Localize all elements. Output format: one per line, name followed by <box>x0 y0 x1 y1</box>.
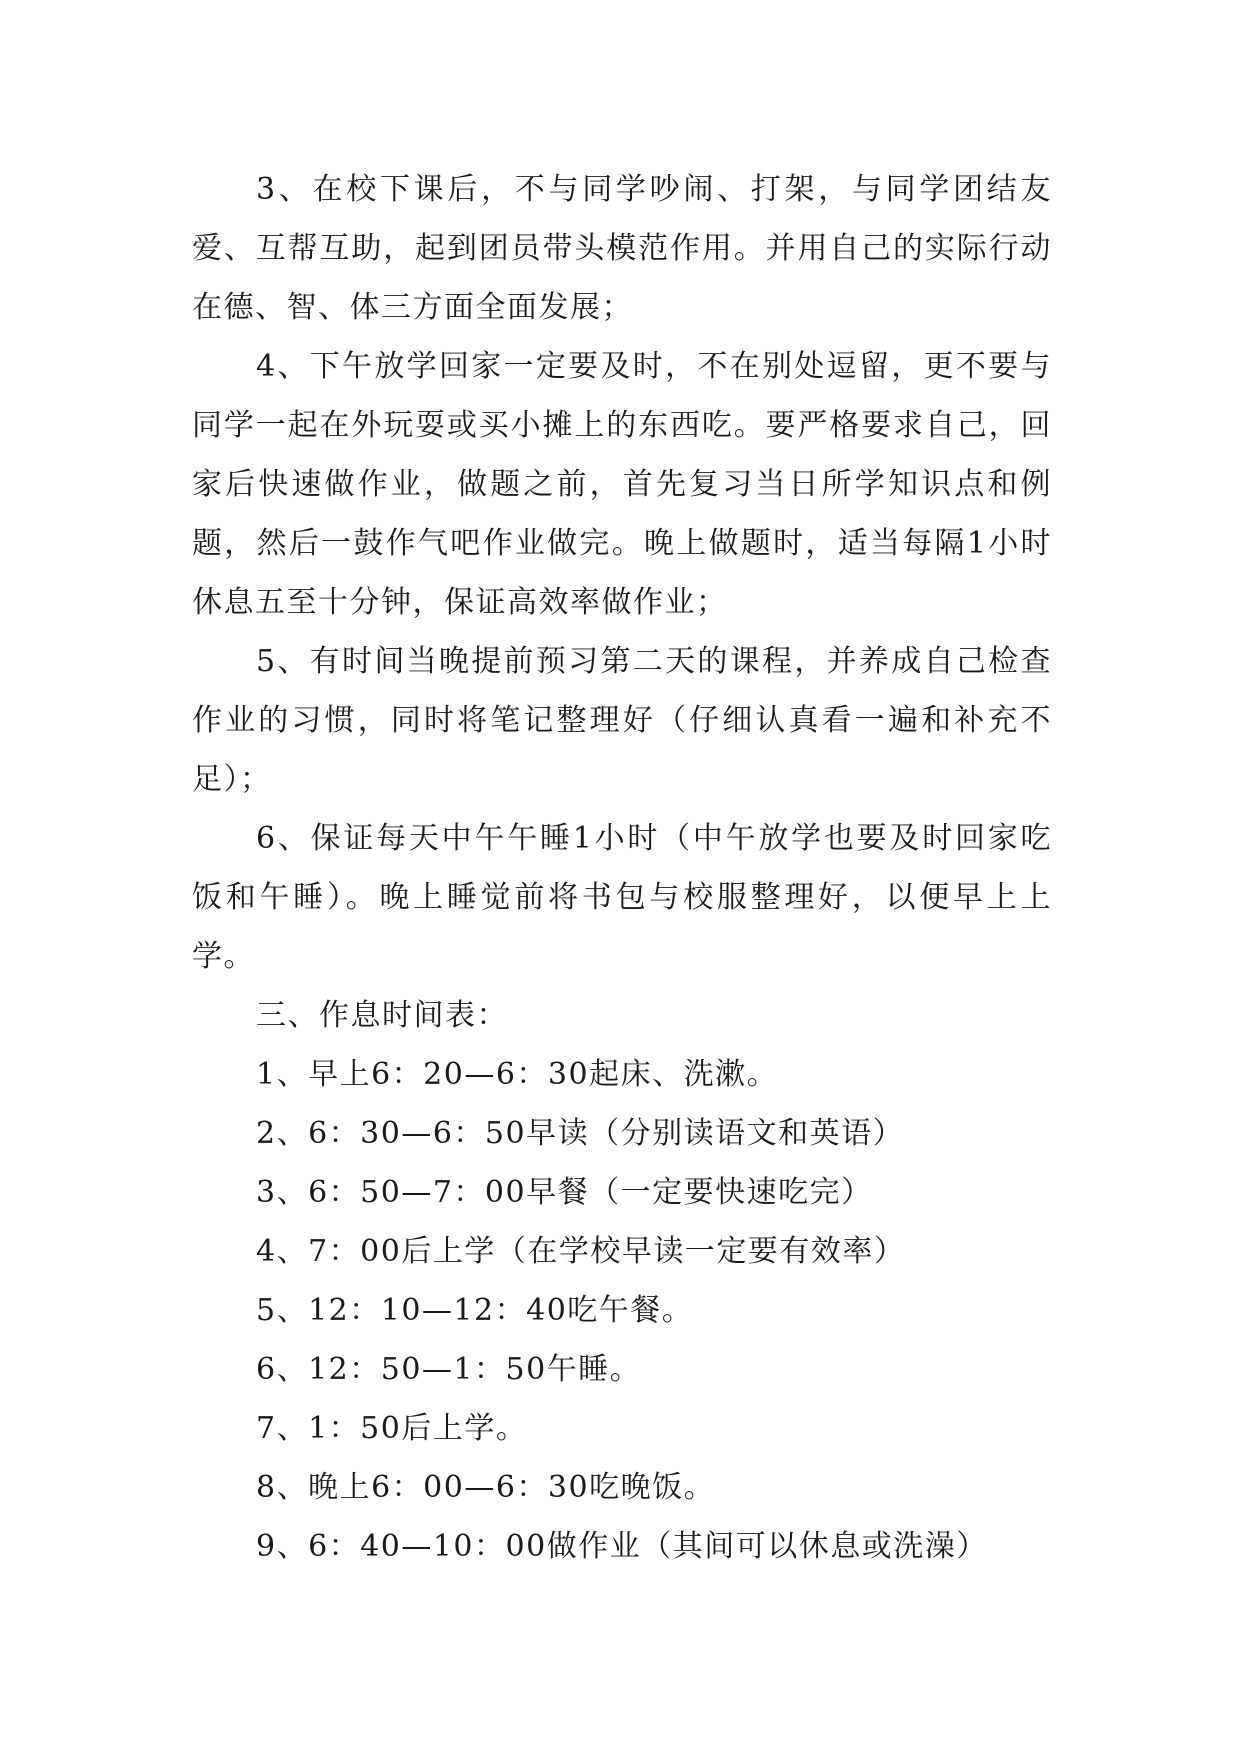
schedule-item: 3、6：50—7：00早餐（一定要快速吃完） <box>256 1175 873 1210</box>
schedule-item: 1、早上6：20—6：30起床、洗漱。 <box>256 1057 779 1092</box>
schedule-item: 4、7：00后上学（在学校早读一定要有效率） <box>256 1234 906 1269</box>
schedule-item: 2、6：30—6：50早读（分别读语文和英语） <box>256 1116 905 1151</box>
schedule-heading: 三、作息时间表： <box>256 998 508 1033</box>
schedule-item: 6、12：50—1：50午睡。 <box>256 1352 642 1387</box>
paragraph-item-3: 3、在校下课后，不与同学吵闹、打架，与同学团结友爱、互帮互助，起到团员带头模范作用。并用自己的实际行动在德、智、体三方面全面发展； <box>192 172 1052 325</box>
schedule-item: 9、6：40—10：00做作业（其间可以休息或洗澡） <box>256 1529 988 1564</box>
paragraph-item-6: 6、保证每天中午午睡1小时（中午放学也要及时回家吃饭和午睡）。晚上睡觉前将书包与校服整理好，以便早上上学。 <box>192 821 1052 974</box>
paragraph-item-5: 5、有时间当晚提前预习第二天的课程，并养成自己检查作业的习惯，同时将笔记整理好（仔细认真看一遍和补充不足）； <box>192 644 1052 797</box>
schedule-item: 8、晚上6：00—6：30吃晚饭。 <box>256 1470 716 1505</box>
schedule-list <box>192 1045 1052 1576</box>
schedule-item: 7、1：50后上学。 <box>256 1411 528 1446</box>
schedule-item: 5、12：10—12：40吃午餐。 <box>256 1293 694 1328</box>
paragraph-item-4: 4、下午放学回家一定要及时，不在别处逗留，更不要与同学一起在外玩耍或买小摊上的东西吃。要严格要求自己，回家后快速做作业，做题之前，首先复习当日所学知识点和例题，然后一鼓作气吧作业做完。晚上做题时，适当每隔1小时休息五至十分钟，保证高效率做作业； <box>192 349 1052 620</box>
document-body <box>192 160 1052 1576</box>
